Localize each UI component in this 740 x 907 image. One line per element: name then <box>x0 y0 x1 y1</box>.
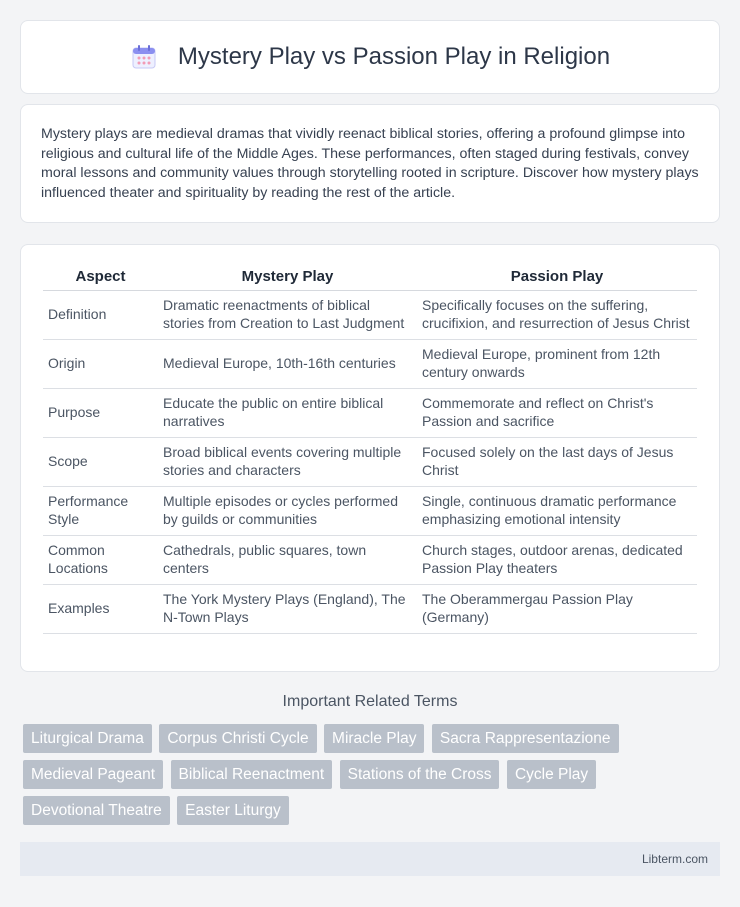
aspect-cell: Examples <box>43 585 158 634</box>
table-row <box>43 438 697 487</box>
table-row <box>43 536 697 585</box>
intro-card <box>20 104 720 223</box>
table-header-row <box>43 263 697 291</box>
table-row <box>43 487 697 536</box>
mystery-cell: The York Mystery Plays (England), The N-Town Plays <box>158 585 417 634</box>
table-row <box>43 291 697 340</box>
header-mystery-play: Mystery Play <box>158 263 417 291</box>
mystery-cell: Educate the public on entire biblical narratives <box>158 389 417 438</box>
table-row <box>43 340 697 389</box>
mystery-cell: Medieval Europe, 10th-16th centuries <box>158 340 417 389</box>
term-tag[interactable]: Medieval Pageant <box>23 760 163 789</box>
header-passion-play: Passion Play <box>417 263 697 291</box>
passion-cell: Medieval Europe, prominent from 12th century onwards <box>417 340 697 389</box>
term-tag[interactable]: Corpus Christi Cycle <box>159 724 316 753</box>
title-card <box>20 20 720 94</box>
table-row <box>43 585 697 634</box>
table-row <box>43 389 697 438</box>
term-tag[interactable]: Liturgical Drama <box>23 724 152 753</box>
passion-cell: Single, continuous dramatic performance emphasizing emotional intensity <box>417 487 697 536</box>
aspect-cell: Performance Style <box>43 487 158 536</box>
aspect-cell: Common Locations <box>43 536 158 585</box>
mystery-cell: Broad biblical events covering multiple stories and characters <box>158 438 417 487</box>
related-terms-title: Important Related Terms <box>282 693 458 710</box>
intro-paragraph: Mystery plays are medieval dramas that vividly reenact biblical stories, offering a profound glimpse into religious and cultural life of the Middle Ages. These performances, often staged during festivals, convey moral lessons and community values through storytelling rooted in scripture. Discover how mystery plays influenced theater and spirituality by reading the rest of the article. <box>41 126 699 201</box>
mystery-cell: Multiple episodes or cycles performed by guilds or communities <box>158 487 417 536</box>
passion-cell: Commemorate and reflect on Christ's Passion and sacrifice <box>417 389 697 438</box>
comparison-card <box>20 244 720 672</box>
footer-site-link[interactable]: Libterm.com <box>641 852 708 866</box>
calendar-icon <box>130 43 158 71</box>
passion-cell: Church stages, outdoor arenas, dedicated Passion Play theaters <box>417 536 697 585</box>
header-aspect: Aspect <box>43 263 158 291</box>
page-title: Mystery Play vs Passion Play in Religion <box>177 43 611 70</box>
mystery-cell: Dramatic reenactments of biblical stories from Creation to Last Judgment <box>158 291 417 340</box>
aspect-cell: Scope <box>43 438 158 487</box>
footer <box>20 842 720 876</box>
mystery-cell: Cathedrals, public squares, town centers <box>158 536 417 585</box>
aspect-cell: Origin <box>43 340 158 389</box>
related-terms-list <box>23 724 713 832</box>
comparison-table <box>43 263 697 634</box>
term-tag[interactable]: Sacra Rappresentazione <box>432 724 619 753</box>
passion-cell: Specifically focuses on the suffering, crucifixion, and resurrection of Jesus Christ <box>417 291 697 340</box>
term-tag[interactable]: Easter Liturgy <box>177 796 289 825</box>
aspect-cell: Purpose <box>43 389 158 438</box>
term-tag[interactable]: Miracle Play <box>324 724 424 753</box>
term-tag[interactable]: Cycle Play <box>507 760 596 789</box>
passion-cell: Focused solely on the last days of Jesus Christ <box>417 438 697 487</box>
passion-cell: The Oberammergau Passion Play (Germany) <box>417 585 697 634</box>
term-tag[interactable]: Devotional Theatre <box>23 796 170 825</box>
aspect-cell: Definition <box>43 291 158 340</box>
term-tag[interactable]: Biblical Reenactment <box>171 760 333 789</box>
term-tag[interactable]: Stations of the Cross <box>340 760 500 789</box>
